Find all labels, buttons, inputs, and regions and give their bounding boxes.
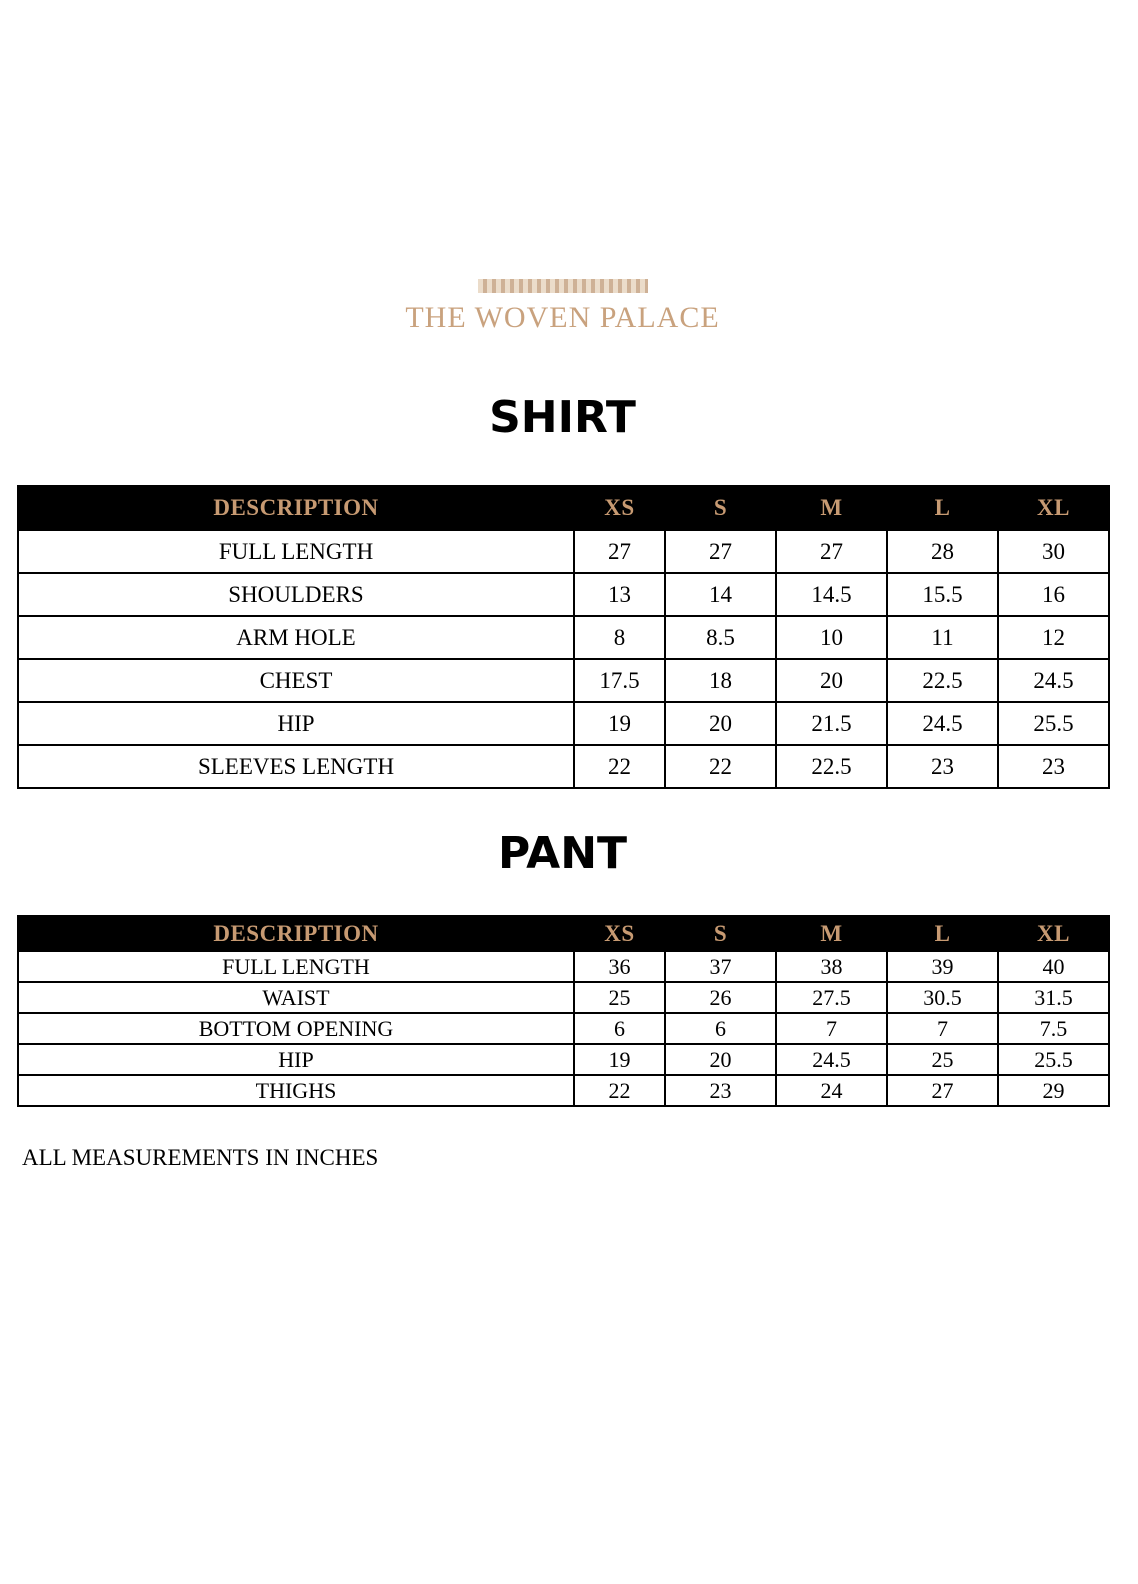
header-size-s: S (665, 486, 776, 530)
row-description: FULL LENGTH (18, 951, 574, 982)
cell-l: 39 (887, 951, 998, 982)
cell-s: 27 (665, 530, 776, 573)
row-description: THIGHS (18, 1075, 574, 1106)
shirt-section-title: SHIRT (489, 392, 636, 443)
cell-xs: 13 (574, 573, 665, 616)
row-description: WAIST (18, 982, 574, 1013)
header-size-l: L (887, 486, 998, 530)
header-size-xs: XS (574, 486, 665, 530)
cell-xs: 27 (574, 530, 665, 573)
cell-xl: 12 (998, 616, 1109, 659)
table-row (18, 659, 1109, 702)
table-row (18, 702, 1109, 745)
header-size-m: M (776, 486, 887, 530)
cell-xl: 29 (998, 1075, 1109, 1106)
cell-xs: 8 (574, 616, 665, 659)
row-description: HIP (18, 702, 574, 745)
cell-m: 27.5 (776, 982, 887, 1013)
header-description: DESCRIPTION (18, 486, 574, 530)
table-row (18, 982, 1109, 1013)
header-size-xl: XL (998, 916, 1109, 951)
table-row (18, 1013, 1109, 1044)
table-header-row (18, 916, 1109, 951)
header-size-xl: XL (998, 486, 1109, 530)
cell-s: 18 (665, 659, 776, 702)
cell-m: 20 (776, 659, 887, 702)
table-row (18, 745, 1109, 788)
cell-l: 28 (887, 530, 998, 573)
cell-s: 23 (665, 1075, 776, 1106)
cell-l: 25 (887, 1044, 998, 1075)
table-row (18, 573, 1109, 616)
row-description: FULL LENGTH (18, 530, 574, 573)
cell-s: 37 (665, 951, 776, 982)
cell-xl: 40 (998, 951, 1109, 982)
cell-l: 11 (887, 616, 998, 659)
cell-xl: 7.5 (998, 1013, 1109, 1044)
row-description: HIP (18, 1044, 574, 1075)
cell-xl: 25.5 (998, 702, 1109, 745)
cell-xs: 19 (574, 1044, 665, 1075)
cell-l: 15.5 (887, 573, 998, 616)
row-description: CHEST (18, 659, 574, 702)
cell-l: 24.5 (887, 702, 998, 745)
table-row (18, 1044, 1109, 1075)
cell-xs: 22 (574, 1075, 665, 1106)
cell-xs: 6 (574, 1013, 665, 1044)
cell-m: 24 (776, 1075, 887, 1106)
pant-section-title: PANT (497, 828, 628, 879)
cell-s: 20 (665, 702, 776, 745)
cell-xs: 22 (574, 745, 665, 788)
cell-m: 27 (776, 530, 887, 573)
header-size-s: S (665, 916, 776, 951)
cell-s: 22 (665, 745, 776, 788)
cell-s: 26 (665, 982, 776, 1013)
row-description: SHOULDERS (18, 573, 574, 616)
cell-l: 23 (887, 745, 998, 788)
cell-l: 30.5 (887, 982, 998, 1013)
cell-xs: 17.5 (574, 659, 665, 702)
cell-m: 22.5 (776, 745, 887, 788)
row-description: BOTTOM OPENING (18, 1013, 574, 1044)
header-description: DESCRIPTION (18, 916, 574, 951)
shirt-size-table (17, 485, 1110, 789)
table-row (18, 1075, 1109, 1106)
cell-xl: 23 (998, 745, 1109, 788)
pant-size-table (17, 915, 1110, 1107)
measurement-note: ALL MEASUREMENTS IN INCHES (22, 1145, 379, 1170)
cell-m: 38 (776, 951, 887, 982)
cell-xl: 24.5 (998, 659, 1109, 702)
cell-xs: 19 (574, 702, 665, 745)
cell-s: 8.5 (665, 616, 776, 659)
cell-xl: 16 (998, 573, 1109, 616)
header-size-m: M (776, 916, 887, 951)
cell-m: 14.5 (776, 573, 887, 616)
cell-m: 24.5 (776, 1044, 887, 1075)
cell-m: 21.5 (776, 702, 887, 745)
cell-xl: 31.5 (998, 982, 1109, 1013)
cell-xs: 36 (574, 951, 665, 982)
table-row (18, 951, 1109, 982)
cell-s: 6 (665, 1013, 776, 1044)
cell-xl: 25.5 (998, 1044, 1109, 1075)
brand-ornament-icon (478, 279, 648, 293)
row-description: SLEEVES LENGTH (18, 745, 574, 788)
table-header-row (18, 486, 1109, 530)
cell-s: 20 (665, 1044, 776, 1075)
cell-m: 7 (776, 1013, 887, 1044)
cell-l: 27 (887, 1075, 998, 1106)
cell-l: 22.5 (887, 659, 998, 702)
header-size-l: L (887, 916, 998, 951)
cell-s: 14 (665, 573, 776, 616)
cell-l: 7 (887, 1013, 998, 1044)
row-description: ARM HOLE (18, 616, 574, 659)
cell-m: 10 (776, 616, 887, 659)
header-size-xs: XS (574, 916, 665, 951)
cell-xs: 25 (574, 982, 665, 1013)
cell-xl: 30 (998, 530, 1109, 573)
table-row (18, 616, 1109, 659)
table-row (18, 530, 1109, 573)
brand-name: THE WOVEN PALACE (405, 301, 720, 334)
